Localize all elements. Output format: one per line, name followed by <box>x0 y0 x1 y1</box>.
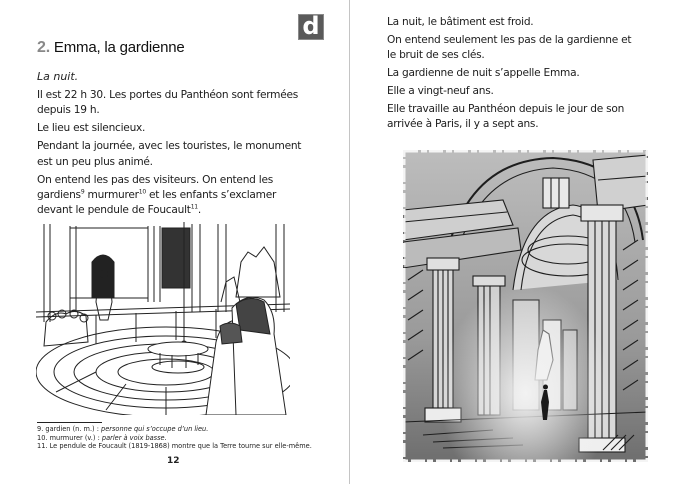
paragraph: Elle a vingt-neuf ans. <box>387 85 494 98</box>
paragraph: On entend seulement les pas de la gardienne et le bruit de ses clés. <box>387 33 632 62</box>
pantheon-interior-illustration <box>403 150 648 462</box>
pantheon-interior-drawing <box>403 150 648 462</box>
footnote-ref-9[interactable]: 9 <box>80 188 85 196</box>
footnote-number: 11. <box>37 442 48 451</box>
footnote-ref-10[interactable]: 10 <box>138 188 146 196</box>
right-body-text <box>387 15 637 135</box>
footnote-term: gardien (n. m.) : <box>45 425 99 433</box>
publisher-logo-icon <box>298 14 324 40</box>
section-subtitle: La nuit. <box>37 70 79 83</box>
footnote-term: Le pendule de Foucault (1819-1868) montre que la Terre tourne sur elle-même. <box>49 442 312 451</box>
paragraph: La nuit, le bâtiment est froid. <box>387 16 534 28</box>
text-run: On entend les pas des visiteurs. On entend les gardiens <box>37 173 273 201</box>
footnote-ref-11[interactable]: 11 <box>190 203 198 211</box>
paragraph: Elle travaille au Panthéon depuis le jour de son arrivée à Paris, il y a sept ans. <box>387 103 625 131</box>
footnote-11 <box>37 442 337 451</box>
left-page <box>0 0 349 484</box>
pendulum-illustration <box>36 222 290 415</box>
right-page <box>350 0 700 484</box>
paragraph: Il est 22 h 30. Les portes du Panthéon sont fermées depuis 19 h. <box>37 89 299 117</box>
footnote-term: murmurer (v.) : <box>49 433 100 442</box>
pendulum-drawing <box>36 222 290 415</box>
chapter-name: Emma, la gardienne <box>53 39 185 56</box>
footnote-divider <box>37 422 102 423</box>
left-body-text <box>37 88 309 221</box>
footnote-definition: parler à voix basse. <box>101 433 167 442</box>
paragraph: La gardienne de nuit s’appelle Emma. <box>387 67 580 80</box>
footnotes <box>37 425 337 451</box>
footnote-10 <box>37 434 337 443</box>
logo-letter: d <box>302 12 320 40</box>
text-run: et les enfants s’exclamer devant le pendule de Foucault <box>37 188 277 217</box>
footnote-number: 9. <box>37 425 44 433</box>
page-number: 12 <box>167 456 180 466</box>
paragraph: Pendant la journée, avec les touristes, le monument est un peu plus animé. <box>37 140 302 168</box>
chapter-title <box>37 39 185 57</box>
footnote-definition: personne qui s’occupe d’un lieu. <box>101 425 209 433</box>
footnote-number: 10. <box>37 433 48 442</box>
paragraph-with-footnotes <box>37 173 309 219</box>
text-run: . <box>197 204 201 217</box>
paragraph: Le lieu est silencieux. <box>37 122 146 135</box>
chapter-number: 2. <box>37 39 50 56</box>
footnote-9 <box>37 425 337 434</box>
text-run: murmurer <box>84 188 139 201</box>
